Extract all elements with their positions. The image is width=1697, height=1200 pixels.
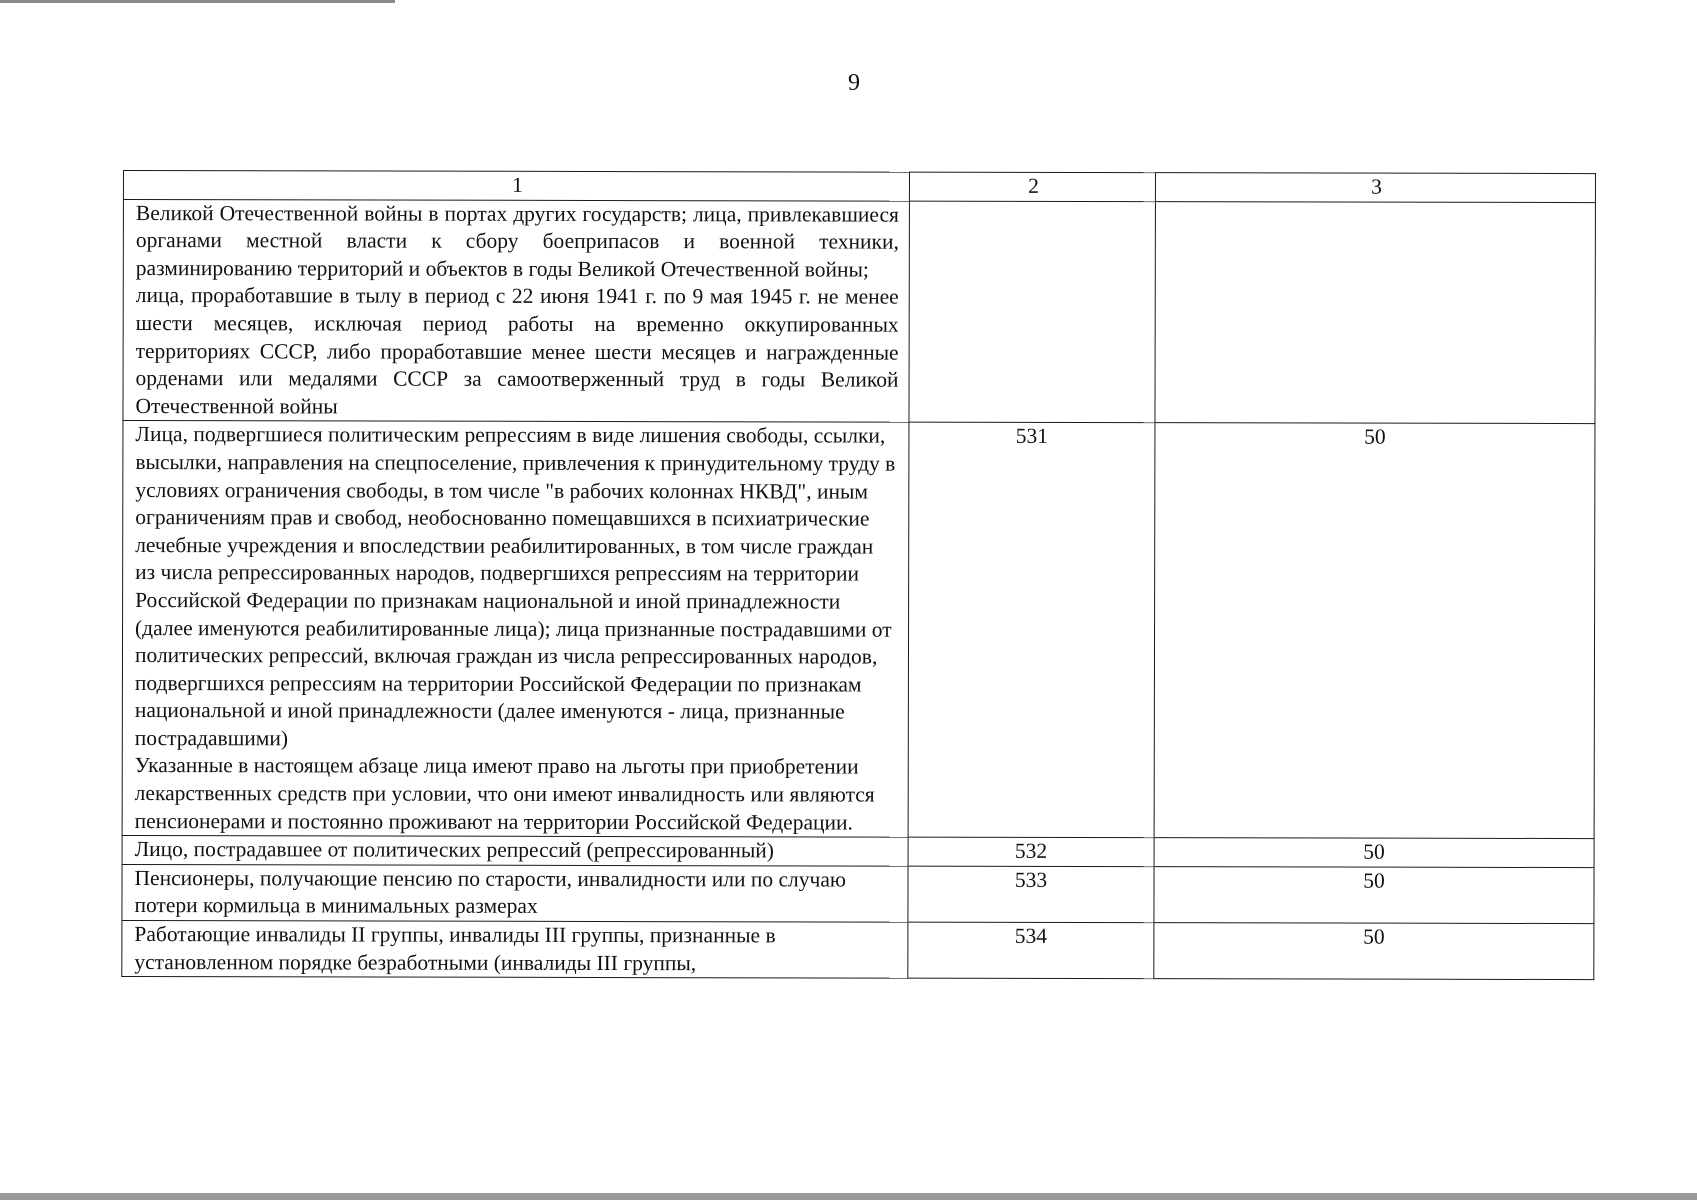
code-cell bbox=[909, 201, 1155, 423]
header-cell-3: 3 bbox=[1155, 173, 1595, 203]
table-row bbox=[122, 921, 1594, 980]
category-paragraph: Пенсионеры, получающие пенсию по старости, инвалидности или по случаю потери кормильца в минимальных размерах bbox=[134, 865, 846, 919]
scan-edge-bottom bbox=[0, 1193, 1697, 1200]
table-row bbox=[122, 836, 1594, 868]
header-cell-1: 1 bbox=[123, 171, 909, 201]
category-paragraph: Работающие инвалиды II группы, инвалиды III группы, признанные в установленном порядке безработными (инвалиды III группы, bbox=[134, 922, 776, 975]
table-row bbox=[122, 421, 1595, 839]
percent-cell: 50 bbox=[1154, 867, 1594, 924]
code-cell: 531 bbox=[908, 422, 1155, 837]
category-cell bbox=[122, 836, 908, 866]
percent-cell bbox=[1155, 201, 1595, 424]
category-paragraph: Лицо, пострадавшее от политических репрессий (репрессированный) bbox=[134, 837, 775, 863]
percent-cell: 50 bbox=[1154, 838, 1594, 868]
table-row bbox=[122, 864, 1594, 923]
category-cell bbox=[122, 421, 909, 838]
code-cell: 533 bbox=[908, 866, 1154, 923]
scan-edge-top bbox=[0, 0, 395, 3]
code-cell: 532 bbox=[908, 837, 1154, 866]
percent-cell: 50 bbox=[1154, 923, 1594, 980]
category-paragraph: Великой Отечественной войны в портах других государств; лица, привлекавшиеся органами местной власти к сбору боеприпасов и военной техники, разминированию территорий и объектов в годы Великой Отечественной войны; bbox=[135, 200, 899, 282]
category-cell bbox=[122, 864, 908, 922]
category-paragraph: лица, проработавшие в тылу в период с 22 июня 1941 г. по 9 мая 1945 г. не менее шести месяцев, исключая период работы на временно оккупированных территориях СССР, либо проработавшие менее шести месяцев и награжденные орденами или медалями СССР за самоотверженный труд в годы Великой Отечественной войны bbox=[135, 283, 899, 419]
benefits-table bbox=[121, 170, 1596, 980]
header-cell-2: 2 bbox=[909, 172, 1155, 201]
table-header-row bbox=[123, 171, 1595, 203]
table-row bbox=[123, 199, 1595, 424]
page-number: 9 bbox=[848, 70, 860, 96]
category-paragraph: Лица, подвергшиеся политическим репрессиям в виде лишения свободы, ссылки, высылки, направления на спецпоселение, привлечения к принудительному труду в условиях ограничения свободы, в том числе "в рабочих колоннах НКВД", иным ограничениям прав и свобод, необоснованно помещавшихся в психиатрические лечебные учреждения и впоследствии реабилитированных, в том числе граждан из числа репрессированных народов, подвергшихся репрессиям на территории Российской Федерации по признакам национальной и иной принадлежности (далее именуются реабилитированные лица); лица признанные пострадавшими от политических репрессий, включая граждан из числа репрессированных народов, подвергшихся репрессиям на территории Российской Федерации по признакам национальной и иной принадлежности (далее именуются - лица, признанные пострадавшими) bbox=[134, 422, 896, 751]
code-cell: 534 bbox=[908, 922, 1154, 979]
category-cell bbox=[122, 921, 908, 979]
category-cell bbox=[123, 199, 909, 422]
category-paragraph: Указанные в настоящем абзаце лица имеют право на льготы при приобретении лекарственных средств при условии, что они имеют инвалидность или являются пенсионерами и постоянно проживают на территории Российской Федерации. bbox=[134, 753, 875, 835]
percent-cell: 50 bbox=[1154, 423, 1595, 839]
